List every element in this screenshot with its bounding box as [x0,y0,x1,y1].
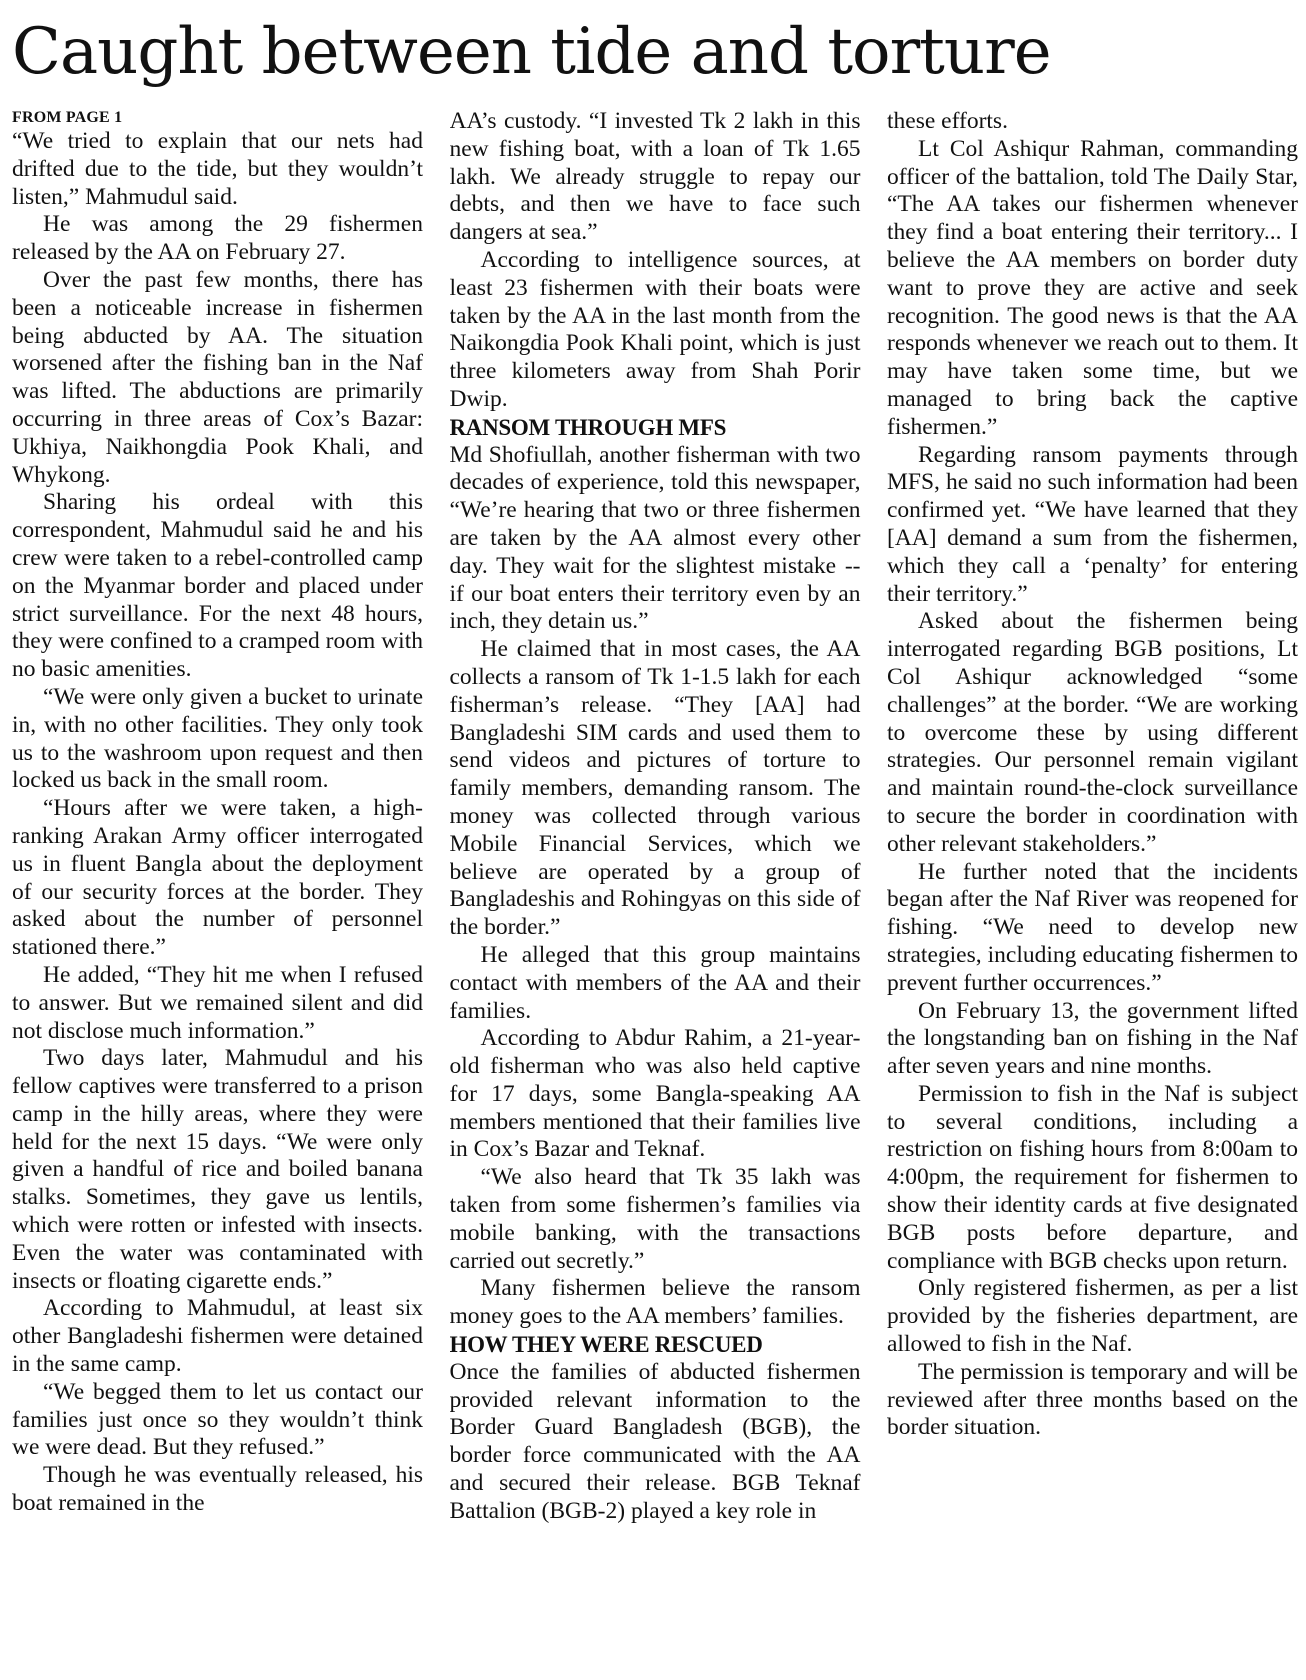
paragraph: Lt Col Ashiqur Rahman, commanding officer of the battalion, told The Daily Star, “The AA takes our fishermen whenever they find a boat entering their territory... I believe the AA members on border duty want to prove they are active and seek recognition. The good news is that the AA responds whenever we reach out to them. It may have taken some time, but we managed to bring back the captive fishermen.” [887,135,1298,440]
paragraph: “We were only given a bucket to urinate in, with no other facilities. They only took us to the washroom upon request and then locked us back in the small room. [12,683,423,794]
paragraph: He claimed that in most cases, the AA collects a ransom of Tk 1-1.5 lakh for each fisherman’s release. “They [AA] had Bangladeshi SIM cards and used them to send videos and pictures of torture to family members, demanding ransom. The money was collected through various Mobile Financial Services, which we believe are operated by a group of Bangladeshis and Rohingyas on this side of the border.” [449,636,861,941]
paragraph: Many fishermen believe the ransom money goes to the AA members’ families. [449,1275,861,1330]
paragraph: According to Mahmudul, at least six other Bangladeshi fishermen were detained in the same camp. [12,1295,423,1378]
paragraph: Two days later, Mahmudul and his fellow captives were transferred to a prison camp in the hilly areas, where they were held for the next 15 days. “We were only given a handful of rice and boiled banana stalks. Sometimes, they gave us lentils, which were rotten or infested with insects. Even the water was contaminated with insects or floating cigarette ends.” [12,1045,423,1294]
paragraph: Md Shofiullah, another fisherman with two decades of experience, told this newspaper, “We’re hearing that two or three fishermen are taken by the AA almost every other day. They wait for the slightest mistake -- if our boat enters their territory even by an inch, they detain us.” [449,441,861,635]
paragraph: “We begged them to let us contact our families just once so they wouldn’t think we were dead. But they refused.” [12,1378,423,1461]
paragraph: Asked about the fishermen being interrogated regarding BGB positions, Lt Col Ashiqur acknowledged “some challenges” at the border. “We are working to overcome these by using different strategies. Our personnel remain vigilant and maintain round-the-clock surveillance to secure the border in coordination with other relevant stakeholders.” [887,608,1298,857]
column-2 [450,108,861,1674]
paragraph: Permission to fish in the Naf is subject to several conditions, including a restriction on fishing hours from 8:00am to 4:00pm, the requirement for fishermen to show their identity cards at five designated BGB posts before departure, and compliance with BGB checks upon return. [887,1080,1298,1274]
column-3 [887,108,1298,1674]
paragraph: The permission is temporary and will be reviewed after three months based on the border situation. [887,1358,1298,1441]
article-body [12,108,1298,1674]
paragraph: Sharing his ordeal with this correspondent, Mahmudul said he and his crew were taken to a rebel-controlled camp on the Myanmar border and placed under strict surveillance. For the next 48 hours, they were confined to a cramped room with no basic amenities. [12,489,423,683]
subhead-ransom: RANSOM THROUGH MFS [449,414,727,440]
paragraph: “We tried to explain that our nets had drifted due to the tide, but they wouldn’t listen,” Mahmudul said. [12,128,423,210]
paragraph: He was among the 29 fishermen released by the AA on February 27. [12,211,423,266]
paragraph: Once the families of abducted fishermen provided relevant information to the Border Guard Bangladesh (BGB), the border force communicated with the AA and secured their release. BGB Teknaf Battalion (BGB-2) played a key role in [449,1358,861,1524]
paragraph: AA’s custody. “I invested Tk 2 lakh in this new fishing boat, with a loan of Tk 1.65 lakh. We already struggle to repay our debts, and then we have to face such dangers at sea.” [449,108,861,246]
subhead-rescue: HOW THEY WERE RESCUED [449,1332,763,1358]
headline: Caught between tide and torture [12,15,1051,89]
paragraph: He alleged that this group maintains contact with members of the AA and their families. [449,941,861,1024]
paragraph: He added, “They hit me when I refused to answer. But we remained silent and did not disclose much information.” [12,961,423,1044]
paragraph: “We also heard that Tk 35 lakh was taken from some fishermen’s families via mobile banking, with the transactions carried out secretly.” [449,1164,861,1274]
paragraph: On February 13, the government lifted the longstanding ban on fishing in the Naf after seven years and nine months. [887,997,1298,1080]
paragraph: these efforts. [887,108,1008,134]
column-1 [12,108,423,1674]
paragraph: “Hours after we were taken, a high-ranking Arakan Army officer interrogated us in fluent Bangla about the deployment of our security forces at the border. They asked about the number of personnel stationed there.” [12,795,423,961]
dateline: FROM PAGE 1 [12,109,123,126]
paragraph: According to intelligence sources, at least 23 fishermen with their boats were taken by the AA in the last month from the Naikongdia Pook Khali point, which is just three kilometers away from Shah Porir Dwip. [449,246,861,412]
paragraph: Though he was eventually released, his boat remained in the [12,1462,423,1517]
paragraph: He further noted that the incidents began after the Naf River was reopened for fishing. “We need to develop new strategies, including educating fishermen to prevent further occurrences.” [887,858,1298,996]
paragraph: Only registered fishermen, as per a list provided by the fisheries department, are allowed to fish in the Naf. [887,1275,1298,1358]
paragraph: Over the past few months, there has been a noticeable increase in fishermen being abducted by AA. The situation worsened after the fishing ban in the Naf was lifted. The abductions are primarily occurring in three areas of Cox’s Bazar: Ukhiya, Naikhongdia Pook Khali, and Whykong. [12,266,423,488]
paragraph: Regarding ransom payments through MFS, he said no such information had been confirmed yet. “We have learned that they [AA] demand a sum from the fishermen, which they call a ‘penalty’ for entering their territory.” [887,441,1298,607]
paragraph: According to Abdur Rahim, a 21-year-old fisherman who was also held captive for 17 days, some Bangla-speaking AA members mentioned that their families live in Cox’s Bazar and Teknaf. [449,1025,861,1163]
